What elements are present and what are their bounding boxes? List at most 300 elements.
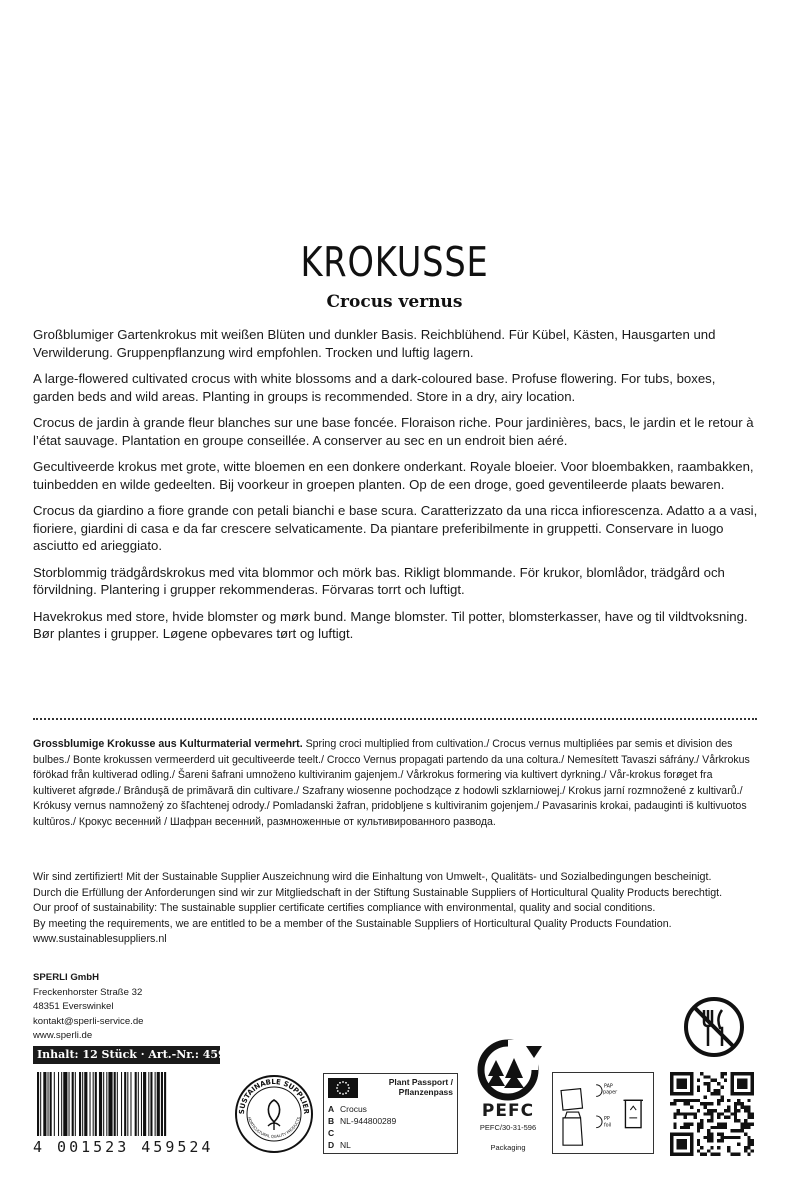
- qr-cell: [734, 1153, 737, 1156]
- qr-cell: [673, 1153, 676, 1156]
- qr-cell: [700, 1119, 703, 1122]
- qr-cell: [741, 1079, 744, 1082]
- qr-cell: [751, 1079, 754, 1082]
- description-list: [33, 326, 758, 652]
- qr-cell: [673, 1099, 676, 1102]
- qr-cell: [680, 1112, 683, 1115]
- qr-cell: [734, 1072, 737, 1075]
- qr-cell: [751, 1089, 754, 1092]
- qr-cell: [707, 1119, 710, 1122]
- qr-cell: [747, 1153, 750, 1156]
- barcode-bar: [99, 1072, 102, 1136]
- qr-cell: [717, 1116, 720, 1119]
- qr-cell: [677, 1143, 680, 1146]
- qr-cell: [717, 1082, 720, 1085]
- qr-cell: [707, 1149, 710, 1152]
- barcode-bar: [161, 1072, 163, 1136]
- qr-cell: [690, 1079, 693, 1082]
- qr-cell: [730, 1112, 733, 1115]
- botanical-name: Crocus vernus: [326, 292, 463, 312]
- passport-row-a: [328, 1104, 367, 1114]
- qr-cell: [677, 1082, 680, 1085]
- qr-cell: [680, 1082, 683, 1085]
- eu-star: [339, 1082, 341, 1084]
- qr-cell: [710, 1112, 713, 1115]
- passport-title-line: Plant Passport /: [388, 1077, 453, 1087]
- qr-cell: [730, 1079, 733, 1082]
- qr-cell: [677, 1079, 680, 1082]
- qr-cell: [714, 1092, 717, 1095]
- eu-star: [347, 1084, 349, 1086]
- qr-cell: [724, 1122, 727, 1125]
- qr-cell: [683, 1146, 686, 1149]
- barcode-bar: [58, 1072, 59, 1136]
- qr-cell: [741, 1085, 744, 1088]
- eu-star: [347, 1090, 349, 1092]
- qr-cell: [683, 1122, 686, 1125]
- qr-cell: [734, 1129, 737, 1132]
- qr-cell: [741, 1106, 744, 1109]
- eu-star: [337, 1084, 339, 1086]
- cert-line: By meeting the requirements, we are entitled to be a member of the Sustainable Suppliers of Horticultural Quality Products Foundation.: [33, 917, 672, 930]
- qr-cell: [687, 1092, 690, 1095]
- qr-cell: [680, 1092, 683, 1095]
- qr-cell: [707, 1102, 710, 1105]
- qr-cell: [714, 1089, 717, 1092]
- qr-cell: [744, 1079, 747, 1082]
- qr-cell: [737, 1102, 740, 1105]
- qr-cell: [751, 1116, 754, 1119]
- qr-cell: [670, 1143, 673, 1146]
- company-city: 48351 Everswinkel: [33, 1001, 114, 1013]
- qr-cell: [720, 1112, 723, 1115]
- qr-cell: [741, 1092, 744, 1095]
- qr-cell: [673, 1132, 676, 1135]
- qr-cell: [737, 1072, 740, 1075]
- barcode-bar: [84, 1072, 87, 1136]
- qr-cell: [697, 1139, 700, 1142]
- qr-cell: [683, 1143, 686, 1146]
- qr-cell: [717, 1122, 720, 1125]
- passport-row-b: [328, 1116, 396, 1126]
- qr-cell: [751, 1075, 754, 1078]
- qr-cell: [720, 1132, 723, 1135]
- description-da: Havekrokus med store, hvide blomster og mørk bund. Mange blomster. Til potter, blomsterkasser, have og til vildtvoksning. Bør plantes i grupper. Løgene opbevares tørt og luftigt.: [33, 608, 748, 641]
- qr-cell: [707, 1109, 710, 1112]
- qr-cell: [737, 1109, 740, 1112]
- barcode-bar: [82, 1072, 83, 1136]
- qr-cell: [673, 1122, 676, 1125]
- qr-cell: [741, 1122, 744, 1125]
- qr-cell: [690, 1106, 693, 1109]
- qr-cell: [670, 1092, 673, 1095]
- qr-cell: [670, 1082, 673, 1085]
- qr-cell: [734, 1109, 737, 1112]
- origin-text: Spring croci multiplied from cultivation./ Crocus vernus multipliées par semis et division des bulbes./ Bonte krokussen vermeerderd uit gecultiveerde teelt./ Crocco Vernus propagati partendo da una coltura./ Nemesített Tavaszi sáfrány./ Vårkrokus förökad från kultiverad odling./ Šareni šafrani umnoženo kultiviranim gajenjem./ Vårkrokus formering via kultivert dyrkning./ Vår-krokus forøget fra kultiveret afgrøde./ Brânduşă de primăvară din cultivare./ Szafrany wiosenne pochodzące z hodowli szklarniowej./ Krokus jarní rozmnožené z kultivarů./ Krókusy vernus namnožený zo šľachtenej odrody./ Pomladanski žafran, pridobljene s kultiviranim gojenjem./ Pavasarinis krokai, padauginti iš kultivuotos kultūros./ Крокус весенний / Шафран весенний, размноженные от культивированного развода.: [33, 738, 750, 828]
- qr-cell: [673, 1102, 676, 1105]
- qr-cell: [751, 1112, 754, 1115]
- qr-cell: [687, 1102, 690, 1105]
- barcode-bar: [135, 1072, 137, 1136]
- qr-cell: [670, 1085, 673, 1088]
- qr-cell: [747, 1092, 750, 1095]
- qr-cell: [734, 1136, 737, 1139]
- qr-cell: [683, 1116, 686, 1119]
- passport-key: D: [328, 1140, 335, 1150]
- qr-cell: [697, 1089, 700, 1092]
- qr-cell: [717, 1099, 720, 1102]
- qr-cell: [717, 1132, 720, 1135]
- qr-cell: [690, 1112, 693, 1115]
- qr-cell: [747, 1136, 750, 1139]
- qr-cell: [727, 1109, 730, 1112]
- barcode-bar: [79, 1072, 81, 1136]
- qr-cell: [710, 1136, 713, 1139]
- badge-text: SUSTAINABLE SUPPLIER: [237, 1077, 311, 1115]
- pap-label: PAP: [603, 1083, 613, 1090]
- qr-cell: [747, 1126, 750, 1129]
- qr-cell: [737, 1143, 740, 1146]
- barcode-bar: [90, 1072, 91, 1136]
- qr-cell: [720, 1085, 723, 1088]
- barcode-bar: [50, 1072, 52, 1136]
- qr-cell: [724, 1126, 727, 1129]
- qr-cell: [683, 1139, 686, 1142]
- company-name: SPERLI GmbH: [33, 972, 100, 983]
- eu-flag-icon: [328, 1078, 358, 1098]
- passport-value: NL: [340, 1140, 351, 1150]
- qr-cell: [717, 1146, 720, 1149]
- qr-cell: [687, 1132, 690, 1135]
- qr-cell: [730, 1136, 733, 1139]
- qr-cell: [751, 1139, 754, 1142]
- qr-cell: [751, 1143, 754, 1146]
- recycling-info: [552, 1072, 654, 1154]
- qr-cell: [670, 1146, 673, 1149]
- qr-cell: [700, 1102, 703, 1105]
- qr-cell: [751, 1085, 754, 1088]
- qr-cell: [690, 1146, 693, 1149]
- qr-cell: [707, 1129, 710, 1132]
- svg-text:SUSTAINABLE SUPPLIER: [238, 1078, 310, 1115]
- qr-cell: [680, 1085, 683, 1088]
- qr-cell: [677, 1109, 680, 1112]
- qr-cell: [677, 1112, 680, 1115]
- qr-cell: [677, 1092, 680, 1095]
- description-sv: Storblommig trädgårdskrokus med vita blommor och mörk bas. Rikligt blommande. För krukor, blomlådor, trädgård och förvildning. Plantering i grupper rekommenderas. Förvaras torrt och luftigt.: [33, 564, 725, 597]
- barcode-bar: [121, 1072, 122, 1136]
- qr-cell: [673, 1092, 676, 1095]
- qr-cell: [744, 1149, 747, 1152]
- qr-cell: [724, 1079, 727, 1082]
- barcode-bar: [155, 1072, 156, 1136]
- qr-cell: [704, 1102, 707, 1105]
- qr-cell: [724, 1072, 727, 1075]
- qr-cell: [683, 1092, 686, 1095]
- qr-cell: [690, 1099, 693, 1102]
- qr-cell: [737, 1092, 740, 1095]
- qr-cell: [744, 1085, 747, 1088]
- barcode-bar: [117, 1072, 118, 1136]
- qr-cell: [683, 1153, 686, 1156]
- passport-value: NL-944800289: [340, 1116, 397, 1126]
- qr-cell: [700, 1072, 703, 1075]
- qr-cell: [707, 1089, 710, 1092]
- barcode-bar: [150, 1072, 152, 1136]
- description-de: Großblumiger Gartenkrokus mit weißen Blüten und dunkler Basis. Reichblühend. Für Kübel, Kästen, Hausgarten und Verwilderung. Gruppenpflanzung wird empfohlen. Trocken und luftig lagern.: [33, 327, 716, 360]
- qr-cell: [751, 1072, 754, 1075]
- qr-cell: [741, 1072, 744, 1075]
- qr-cell: [704, 1075, 707, 1078]
- pefc-label: Packaging: [490, 1143, 526, 1152]
- qr-cell: [737, 1119, 740, 1122]
- qr-cell: [700, 1146, 703, 1149]
- qr-cell: [677, 1072, 680, 1075]
- pp-label: PP: [603, 1115, 610, 1122]
- qr-cell: [717, 1102, 720, 1105]
- qr-cell: [697, 1079, 700, 1082]
- eu-star: [337, 1090, 339, 1092]
- passport-value: Crocus: [340, 1104, 367, 1114]
- qr-cell: [747, 1143, 750, 1146]
- qr-cell: [741, 1126, 744, 1129]
- qr-cell: [704, 1112, 707, 1115]
- qr-cell: [710, 1102, 713, 1105]
- qr-cell: [694, 1116, 697, 1119]
- qr-cell: [737, 1079, 740, 1082]
- qr-cell: [683, 1085, 686, 1088]
- qr-cell: [687, 1153, 690, 1156]
- qr-cell: [734, 1092, 737, 1095]
- qr-cell: [714, 1109, 717, 1112]
- qr-cell: [690, 1082, 693, 1085]
- qr-cell: [720, 1099, 723, 1102]
- qr-cell: [730, 1153, 733, 1156]
- qr-cell: [673, 1072, 676, 1075]
- qr-cell: [683, 1112, 686, 1115]
- passport-row-c: [328, 1128, 340, 1138]
- qr-cell: [737, 1129, 740, 1132]
- barcode-bar: [63, 1072, 67, 1136]
- qr-cell: [727, 1136, 730, 1139]
- qr-cell: [680, 1099, 683, 1102]
- qr-cell: [744, 1072, 747, 1075]
- qr-cell: [741, 1129, 744, 1132]
- qr-cell: [747, 1122, 750, 1125]
- barcode-bar: [69, 1072, 70, 1136]
- qr-cell: [670, 1132, 673, 1135]
- qr-cell: [751, 1149, 754, 1152]
- qr-cell: [683, 1079, 686, 1082]
- barcode-bar: [114, 1072, 116, 1136]
- qr-cell: [710, 1116, 713, 1119]
- qr-cell: [744, 1092, 747, 1095]
- qr-cell: [744, 1106, 747, 1109]
- pefc-logo-icon: [468, 1036, 548, 1158]
- qr-cell: [714, 1153, 717, 1156]
- qr-cell: [717, 1112, 720, 1115]
- eu-star: [348, 1087, 350, 1089]
- qr-cell: [720, 1136, 723, 1139]
- qr-cell: [700, 1122, 703, 1125]
- qr-cell: [747, 1106, 750, 1109]
- barcode-bar: [127, 1072, 128, 1136]
- eu-star: [336, 1087, 338, 1089]
- qr-cell: [734, 1106, 737, 1109]
- qr-cell: [690, 1136, 693, 1139]
- qr-cell: [677, 1146, 680, 1149]
- cert-line: Wir sind zertifiziert! Mit der Sustainable Supplier Auszeichnung wird die Einhaltung von Umwelt-, Qualitäts- und Sozialbedingungen bescheinigt.: [33, 871, 712, 883]
- qr-cell: [747, 1072, 750, 1075]
- qr-cell: [720, 1075, 723, 1078]
- qr-cell: [747, 1109, 750, 1112]
- qr-cell: [734, 1119, 737, 1122]
- qr-cell: [737, 1153, 740, 1156]
- qr-cell: [677, 1153, 680, 1156]
- cert-line: Durch die Erfüllung der Anforderungen sind wir zur Mitgliedschaft in der Stiftung Sustainable Suppliers of Horticultural Quality Products berechtigt.: [33, 886, 723, 899]
- qr-cell: [704, 1082, 707, 1085]
- qr-cell: [747, 1112, 750, 1115]
- barcode-bar: [95, 1072, 97, 1136]
- qr-cell: [707, 1075, 710, 1078]
- barcode-number: 4 001523 459524: [33, 1138, 214, 1156]
- qr-cell: [697, 1122, 700, 1125]
- qr-cell: [744, 1109, 747, 1112]
- qr-cell: [727, 1099, 730, 1102]
- qr-cell: [747, 1146, 750, 1149]
- qr-cell: [673, 1126, 676, 1129]
- qr-cell: [720, 1096, 723, 1099]
- qr-cell: [683, 1126, 686, 1129]
- qr-cell: [673, 1112, 676, 1115]
- qr-cell: [717, 1153, 720, 1156]
- qr-cell: [751, 1082, 754, 1085]
- qr-cell: [717, 1092, 720, 1095]
- qr-cell: [707, 1139, 710, 1142]
- qr-cell: [704, 1136, 707, 1139]
- qr-cell: [730, 1085, 733, 1088]
- qr-cell: [680, 1153, 683, 1156]
- qr-cell: [694, 1112, 697, 1115]
- cert-line: Our proof of sustainability: The sustainable supplier certificate certifies compliance with environmental, quality and social conditions.: [33, 902, 656, 915]
- qr-cell: [700, 1153, 703, 1156]
- qr-cell: [680, 1132, 683, 1135]
- barcode-bar: [54, 1072, 55, 1136]
- qr-cell: [720, 1126, 723, 1129]
- barcode-bar: [37, 1072, 39, 1136]
- qr-cell: [720, 1139, 723, 1142]
- qr-cell: [670, 1089, 673, 1092]
- qr-cell: [690, 1092, 693, 1095]
- description-fr: Crocus de jardin à grande fleur blanches sur une base foncée. Floraison riche. Pour jardinières, bacs, le jardin et le retour à l’état sauvage. Plantation en groupe conseillée. A conserver au sec en un endroit bien aéré.: [33, 415, 754, 448]
- barcode-bar: [148, 1072, 149, 1136]
- qr-cell: [690, 1139, 693, 1142]
- qr-cell: [710, 1079, 713, 1082]
- qr-cell: [683, 1072, 686, 1075]
- qr-cell: [730, 1092, 733, 1095]
- qr-cell: [687, 1112, 690, 1115]
- sustainable-supplier-badge: [234, 1074, 314, 1154]
- qr-cell: [727, 1106, 730, 1109]
- qr-cell: [734, 1112, 737, 1115]
- description-nl: Gecultiveerde krokus met grote, witte bloemen en een donkere onderkant. Royale bloeier. Voor bloembakken, raambakken, tuinbedden en wilde gedeelten. Bij voorkeur in groepen planten. Op de een droge, goed geventileerde plaats bewaren.: [33, 459, 754, 492]
- qr-cell: [720, 1072, 723, 1075]
- qr-cell: [697, 1126, 700, 1129]
- barcode-bar: [72, 1072, 74, 1136]
- qr-cell: [730, 1072, 733, 1075]
- pap-code: paper: [603, 1089, 618, 1096]
- pefc-name: PEFC: [481, 1101, 535, 1121]
- barcode-bar: [61, 1072, 62, 1136]
- barcode-bar: [108, 1072, 112, 1136]
- barcode-bar: [106, 1072, 107, 1136]
- barcode-bar: [103, 1072, 104, 1136]
- qr-cell: [747, 1116, 750, 1119]
- qr-cell: [690, 1132, 693, 1135]
- qr-cell: [677, 1085, 680, 1088]
- qr-cell: [707, 1082, 710, 1085]
- barcode-bar: [141, 1072, 142, 1136]
- pefc-code: PEFC/30-31-596: [479, 1123, 537, 1132]
- qr-cell: [687, 1126, 690, 1129]
- qr-cell: [683, 1132, 686, 1135]
- qr-cell: [710, 1153, 713, 1156]
- passport-row-d: [328, 1140, 351, 1150]
- qr-cell: [744, 1146, 747, 1149]
- qr-cell: [707, 1136, 710, 1139]
- qr-cell: [683, 1099, 686, 1102]
- eu-star: [345, 1082, 347, 1084]
- qr-cell: [714, 1126, 717, 1129]
- qr-cell: [727, 1116, 730, 1119]
- qr-cell: [687, 1072, 690, 1075]
- qr-cell: [710, 1119, 713, 1122]
- qr-cell: [704, 1106, 707, 1109]
- qr-cell: [683, 1082, 686, 1085]
- passport-title-line: Pflanzenpass: [398, 1087, 453, 1097]
- passport-key: A: [328, 1104, 335, 1114]
- qr-cell: [687, 1099, 690, 1102]
- barcode-bar: [40, 1072, 41, 1136]
- qr-cell: [737, 1136, 740, 1139]
- qr-cell: [680, 1143, 683, 1146]
- qr-cell: [744, 1082, 747, 1085]
- origin-statement: [33, 737, 755, 831]
- qr-cell: [744, 1119, 747, 1122]
- qr-cell: [673, 1116, 676, 1119]
- qr-cell: [690, 1075, 693, 1078]
- qr-cell: [737, 1099, 740, 1102]
- qr-cell: [720, 1122, 723, 1125]
- qr-cell: [717, 1089, 720, 1092]
- qr-cell: [724, 1116, 727, 1119]
- qr-cell: [704, 1153, 707, 1156]
- qr-cell: [724, 1136, 727, 1139]
- qr-cell: [697, 1109, 700, 1112]
- qr-cell: [707, 1112, 710, 1115]
- qr-cell: [704, 1096, 707, 1099]
- description-it: Crocus da giardino a fiore grande con petali bianchi e base scura. Caratterizzato da una ricca infiorescenza. Adatto a a vasi, fioriere, giardini di casa e da far crescere selvaticamente. Da piantare preferibilmente in gruppetti. Conservare in luogo asciutto ed arieggiato.: [33, 503, 758, 553]
- qr-cell: [683, 1102, 686, 1105]
- qr-cell: [670, 1075, 673, 1078]
- barcode-bar: [75, 1072, 76, 1136]
- qr-cell: [730, 1129, 733, 1132]
- certification-text: [33, 870, 763, 948]
- qr-cell: [700, 1126, 703, 1129]
- plant-passport: [323, 1073, 458, 1154]
- qr-cell: [697, 1085, 700, 1088]
- qr-cell: [690, 1089, 693, 1092]
